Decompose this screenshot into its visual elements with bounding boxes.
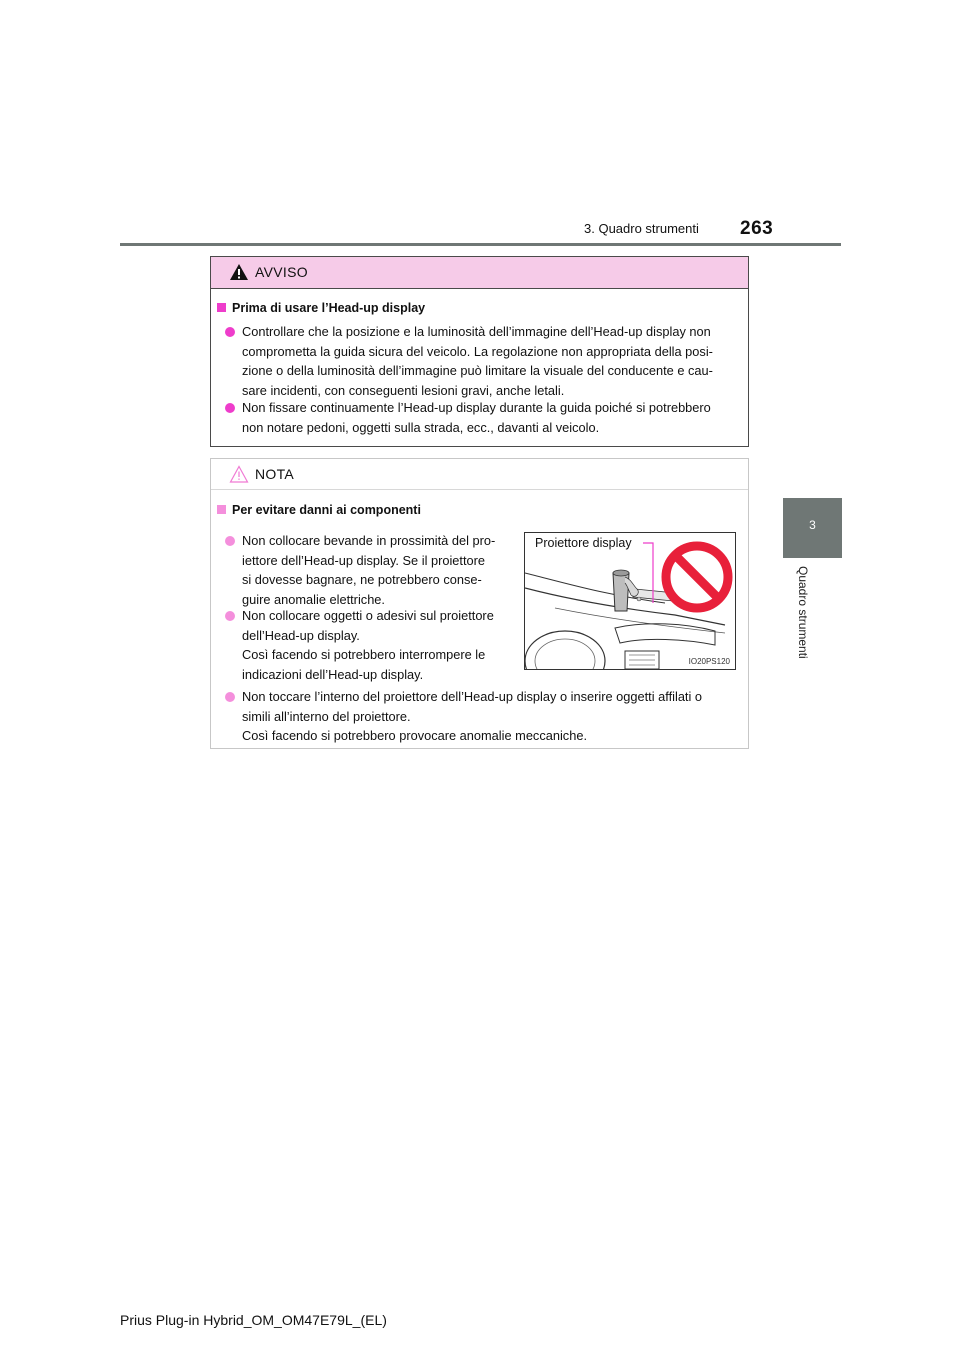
square-bullet-icon <box>217 505 226 514</box>
bullet-dot-icon <box>225 327 235 337</box>
text-line: comprometta la guida sicura del veicolo. La regolazione non appropriata della posi- <box>242 343 713 359</box>
text-line: Non toccare l’interno del proiettore dell’Head-up display o inserire oggetti affilati o <box>242 689 703 704</box>
text-line: Così facendo si potrebbero provocare anomalie meccaniche. <box>242 728 587 743</box>
text-line: Controllare che la posizione e la luminosità dell’immagine dell’Head-up display non <box>242 324 711 339</box>
text-line: non notare pedoni, oggetti sulla strada, ecc., davanti al veicolo. <box>242 419 600 435</box>
caution-triangle-icon <box>229 465 249 483</box>
note-box-header <box>211 459 748 490</box>
chapter-tab-number: 3 <box>809 518 816 532</box>
text-line: Non collocare oggetti o adesivi sul proiettore <box>242 608 494 623</box>
warning-box-header <box>211 257 748 289</box>
text-line: si dovesse bagnare, ne potrebbero conse- <box>242 572 482 587</box>
note-box <box>210 458 749 749</box>
note-title: NOTA <box>255 466 295 482</box>
note-heading-text: Per evitare danni ai componenti <box>232 503 421 517</box>
bullet-dot-icon <box>225 536 235 546</box>
bullet-dot-icon <box>225 611 235 621</box>
text-line: Così facendo si potrebbero interrompere le <box>242 647 486 662</box>
text-line: guire anomalie elettriche. <box>242 591 385 607</box>
dashboard-drawing <box>525 533 735 669</box>
bullet-dot-icon <box>225 403 235 413</box>
text-line: indicazioni dell’Head-up display. <box>242 666 424 682</box>
text-line: Non fissare continuamente l’Head-up display durante la guida poiché si potrebbero <box>242 400 711 415</box>
projector-illustration <box>524 532 736 670</box>
chapter-tab <box>783 498 842 558</box>
text-line: zione o della luminosità dell’immagine può limitare la visuale del conducente e cau- <box>242 363 713 378</box>
chapter-tab-label: Quadro strumenti <box>796 566 810 659</box>
figure-code: IO20PS120 <box>688 657 730 666</box>
warning-heading <box>217 301 425 315</box>
section-title: 3. Quadro strumenti <box>584 221 699 236</box>
header-divider <box>120 243 841 246</box>
square-bullet-icon <box>217 303 226 312</box>
bullet-dot-icon <box>225 692 235 702</box>
warning-triangle-icon <box>229 263 249 281</box>
figure-label: Proiettore display <box>535 536 632 550</box>
warning-title: AVVISO <box>255 264 308 280</box>
warning-box <box>210 256 749 447</box>
note-heading <box>217 503 421 517</box>
text-line: iettore dell’Head-up display. Se il proiettore <box>242 552 486 568</box>
text-line: simili all’interno del proiettore. <box>242 708 411 724</box>
page-number: 263 <box>740 218 774 239</box>
footer-doc-id: Prius Plug-in Hybrid_OM_OM47E79L_(EL) <box>120 1312 387 1328</box>
text-line: sare incidenti, con conseguenti lesioni gravi, anche letali. <box>242 382 565 398</box>
text-line: dell’Head-up display. <box>242 627 360 643</box>
warning-heading-text: Prima di usare l’Head-up display <box>232 301 426 315</box>
text-line: Non collocare bevande in prossimità del pro- <box>242 533 496 548</box>
